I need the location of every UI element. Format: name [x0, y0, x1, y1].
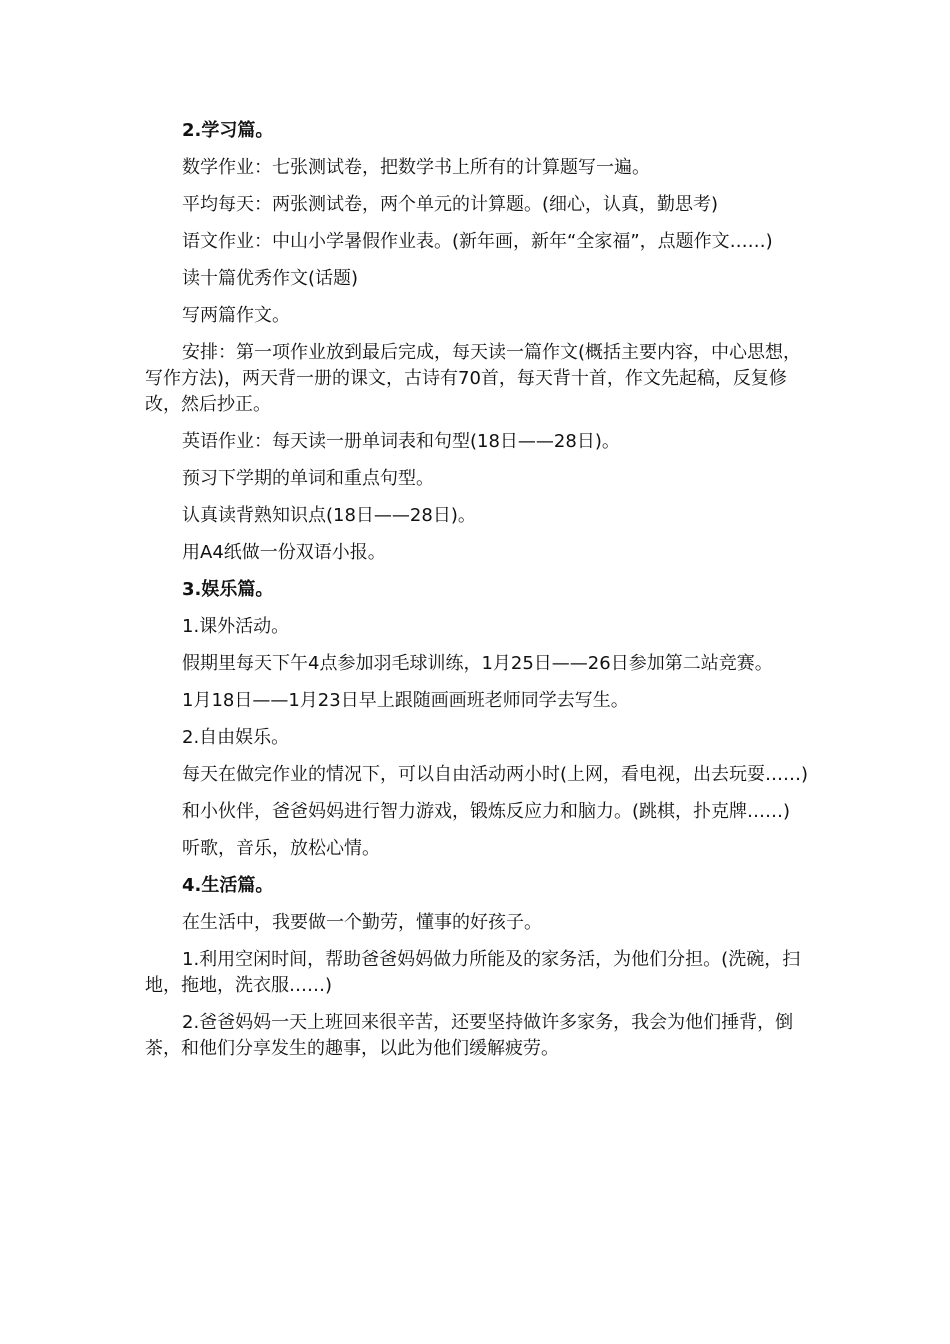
document-page — [145, 118, 810, 1073]
paragraph-games: 和小伙伴，爸爸妈妈进行智力游戏，锻炼反应力和脑力。(跳棋，扑克牌……) — [182, 801, 791, 822]
section-heading-entertainment: 3.娱乐篇。 — [182, 579, 274, 600]
paragraph-memorize-points: 认真读背熟知识点(18日——28日)。 — [182, 505, 476, 526]
section-heading-study: 2.学习篇。 — [182, 120, 274, 141]
paragraph-chinese-homework: 语文作业：中山小学暑假作业表。(新年画，新年“全家福”，点题作文……) — [182, 231, 773, 252]
paragraph-housework: 1.利用空闲时间，帮助爸爸妈妈做力所能及的家务活，为他们分担。(洗碗，扫地，拖地，洗衣服……) — [145, 949, 801, 996]
paragraph-badminton: 假期里每天下午4点参加羽毛球训练，1月25日——26日参加第二站竞赛。 — [182, 653, 773, 674]
paragraph-arrangement: 安排：第一项作业放到最后完成，每天读一篇作文(概括主要内容，中心思想，写作方法)，两天背一册的课文，古诗有70首，每天背十首，作文先起稿，反复修改，然后抄正。 — [145, 342, 802, 415]
paragraph-read-essays: 读十篇优秀作文(话题) — [182, 268, 359, 289]
paragraph-math-homework: 数学作业：七张测试卷，把数学书上所有的计算题写一遍。 — [182, 157, 650, 178]
paragraph-sketching: 1月18日——1月23日早上跟随画画班老师同学去写生。 — [182, 690, 629, 711]
paragraph-write-essays: 写两篇作文。 — [182, 305, 290, 326]
section-heading-life: 4.生活篇。 — [182, 875, 274, 896]
paragraph-preview-words: 预习下学期的单词和重点句型。 — [182, 468, 434, 489]
paragraph-music: 听歌，音乐，放松心情。 — [182, 838, 380, 859]
paragraph-extracurricular: 1.课外活动。 — [182, 616, 290, 637]
paragraph-free-time: 每天在做完作业的情况下，可以自由活动两小时(上网，看电视，出去玩耍……) — [182, 764, 809, 785]
paragraph-bilingual-paper: 用A4纸做一份双语小报。 — [182, 542, 386, 563]
paragraph-free-entertainment: 2.自由娱乐。 — [182, 727, 290, 748]
paragraph-daily-average: 平均每天：两张测试卷，两个单元的计算题。(细心，认真，勤思考) — [182, 194, 719, 215]
paragraph-help-parents: 2.爸爸妈妈一天上班回来很辛苦，还要坚持做许多家务，我会为他们捶背，倒茶，和他们分享发生的趣事，以此为他们缓解疲劳。 — [145, 1012, 794, 1059]
paragraph-english-homework: 英语作业：每天读一册单词表和句型(18日——28日)。 — [182, 431, 620, 452]
paragraph-good-child: 在生活中，我要做一个勤劳，懂事的好孩子。 — [182, 912, 542, 933]
